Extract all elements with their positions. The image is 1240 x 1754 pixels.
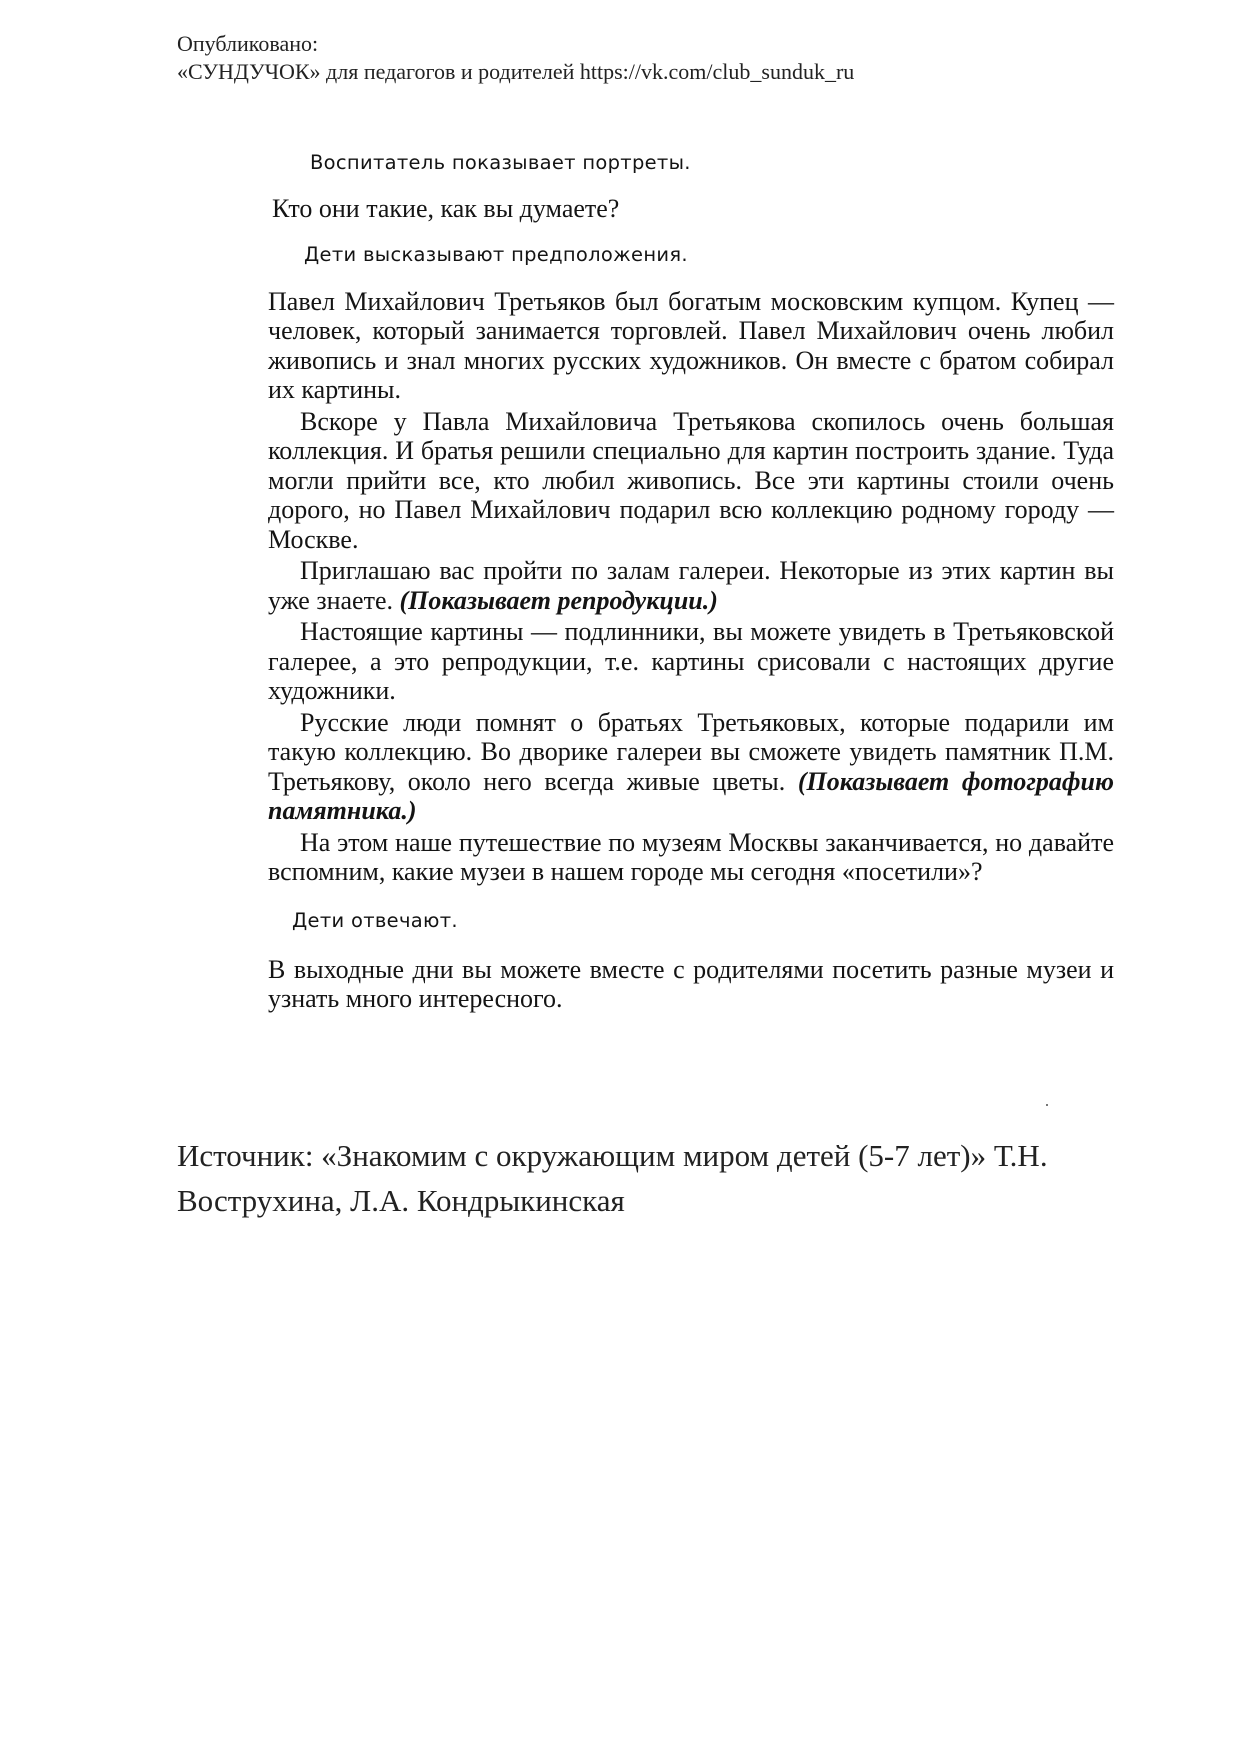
paragraph-originals: Настоящие картины — подлинники, вы можете увидеть в Третьяковской галерее, а это репродукции, т.е. картины срисовали с настоящих другие художники. (268, 617, 1114, 705)
paragraph-invitation (268, 556, 1114, 615)
source-citation: Источник: «Знакомим с окружающим миром детей (5-7 лет)» Т.Н. Вострухина, Л.А. Кондрыкинская (177, 1138, 1048, 1218)
paragraph-monument-text: Русские люди помнят о братьях Третьяковых, которые подарили им такую коллекцию. Во дворике галереи вы сможете увидеть памятник П.М. Третьякову, около него всегда живые цветы. (268, 707, 1114, 796)
stage-direction-teacher: Воспитатель показывает портреты. (310, 151, 691, 174)
publication-header (177, 30, 854, 86)
paragraph-monument (268, 708, 1114, 826)
paragraph-invitation-text: Приглашаю вас пройти по залам галереи. Некоторые из этих картин вы уже знаете. (268, 556, 1114, 615)
stage-direction-children-answer: Дети отвечают. (292, 908, 458, 932)
paragraph-collection: Вскоре у Павла Михайловича Третьякова скопилось очень большая коллекция. И братья решили специально для картин построить здание. Туда могли прийти все, кто любил живопись. Все эти картины стоили очень дорого, но Павел Михайлович подарил всю коллекцию родному городу — Москве. (268, 406, 1114, 554)
paragraph-closing: В выходные дни вы можете вместе с родителями посетить разные музеи и узнать много интересного. (268, 954, 1114, 1013)
teacher-question: Кто они такие, как вы думаете? (272, 194, 620, 223)
stage-direction-children-guess: Дети высказывают предположения. (304, 242, 688, 266)
scanned-book-page (268, 148, 1114, 1014)
publisher-line: «СУНДУЧОК» для педагогов и родителей https://vk.com/club_sunduk_ru (177, 59, 855, 84)
stage-note-photo: (Показывает фотографию памятника.) (268, 766, 1114, 825)
stage-note-reproductions: (Показывает репродукции.) (399, 585, 718, 615)
scan-speck (1046, 1104, 1048, 1106)
paragraph-conclusion: На этом наше путешествие по музеям Москвы заканчивается, но давайте вспомним, какие музеи в нашем городе мы сегодня «посетили»? (268, 827, 1114, 886)
published-label: Опубликовано: (177, 31, 319, 56)
paragraph-tretyakov-merchant: Павел Михайлович Третьяков был богатым московским купцом. Купец — человек, который занимается торговлей. Павел Михайлович очень любил живопись и знал многих русских художников. Он вместе с братом собирал их картины. (268, 286, 1114, 404)
